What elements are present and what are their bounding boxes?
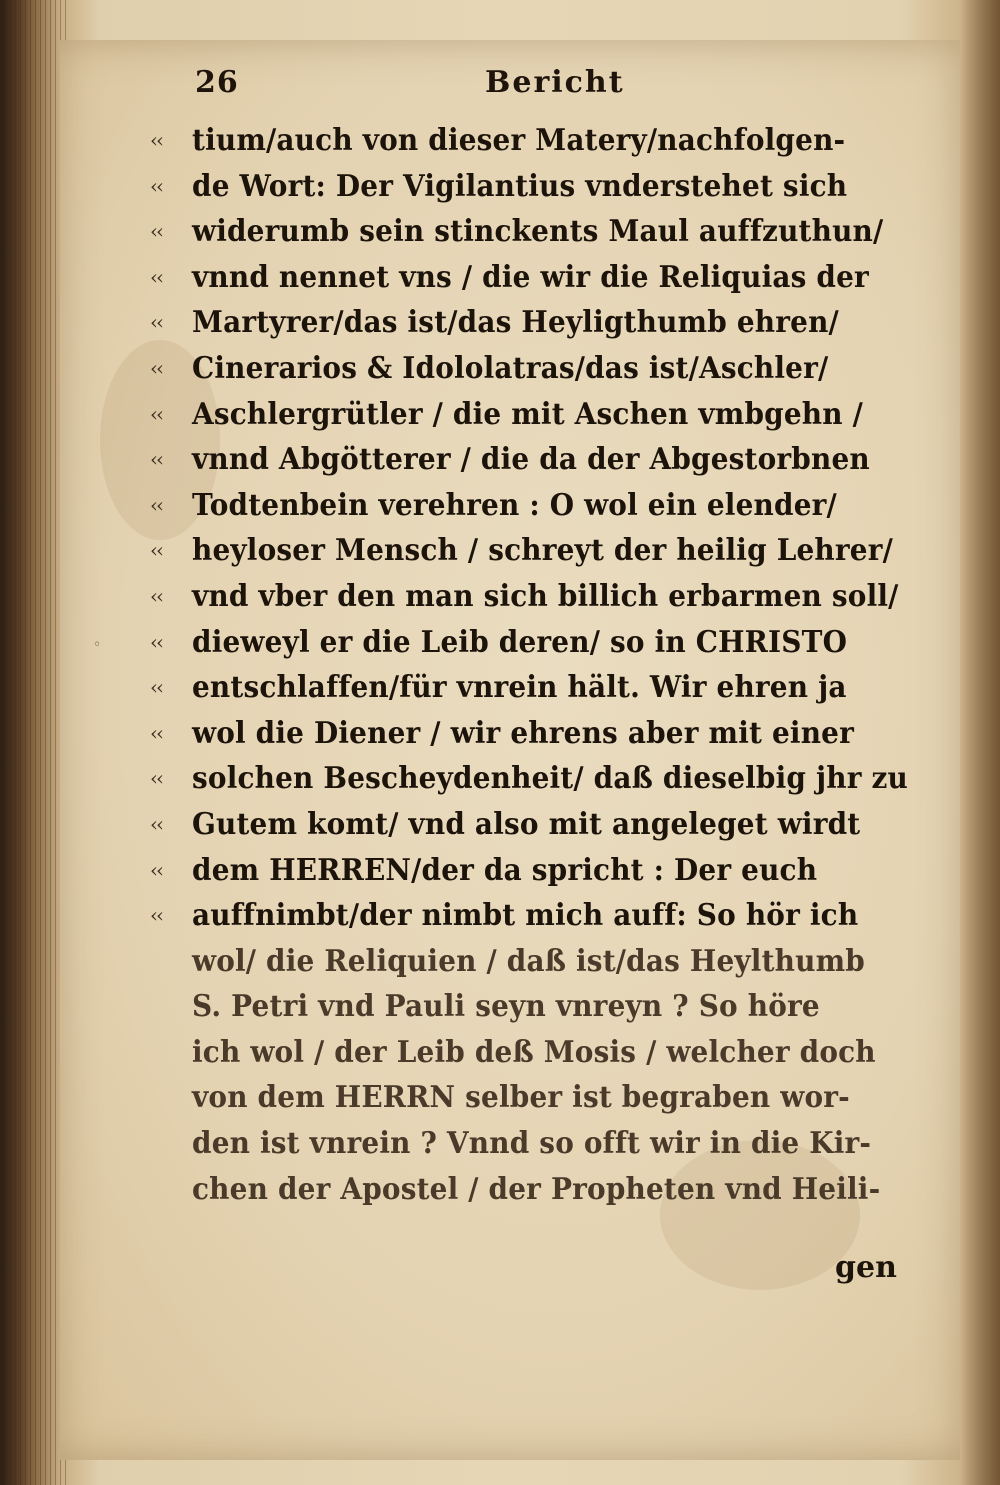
line-text: solchen Bescheydenheit/ daß dieselbig jhr zu: [192, 761, 909, 797]
catchword: gen: [835, 1250, 897, 1285]
text-line: [150, 665, 910, 711]
text-line: [150, 1030, 910, 1076]
line-text: wol die Diener / wir ehrens aber mit einer: [192, 715, 855, 751]
quote-mark: ‹‹: [150, 811, 162, 836]
text-block: [150, 118, 910, 1212]
line-text: chen der Apostel / der Propheten vnd Heili‑: [192, 1171, 881, 1207]
page-header: [195, 65, 675, 105]
quote-mark: ‹‹: [150, 857, 162, 882]
text-line: [150, 848, 910, 894]
quote-mark: ‹‹: [150, 583, 162, 608]
text-line: [150, 255, 910, 301]
line-text: vnnd Abgötterer / die da der Abgestorbnen: [192, 442, 870, 478]
quote-mark: ‹‹: [150, 675, 162, 700]
quote-mark: ‹‹: [150, 492, 162, 517]
quote-mark: ‹‹: [150, 538, 162, 563]
right-page-edge: [960, 0, 1000, 1485]
page-number: 26: [195, 65, 239, 100]
line-text: dem HERREN/der da spricht : Der euch: [192, 852, 818, 888]
line-text: ich wol / der Leib deß Mosis / welcher doch: [192, 1034, 876, 1070]
quote-mark: ‹‹: [150, 720, 162, 745]
line-text: Todtenbein verehren : O wol ein elender/: [192, 487, 837, 523]
text-line: [150, 1167, 910, 1213]
text-line: [150, 209, 910, 255]
quote-mark: ‹‹: [150, 355, 162, 380]
line-text: Cinerarios & Idololatras/das ist/Aschler/: [192, 350, 829, 386]
line-text: Gutem komt/ vnd also mit angeleget wirdt: [192, 806, 861, 842]
quote-mark: ‹‹: [150, 173, 162, 198]
line-text: auffnimbt/der nimbt mich auff: So hör ich: [192, 898, 859, 934]
text-line: [150, 893, 910, 939]
quote-mark: ‹‹: [150, 310, 162, 335]
line-text: de Wort: Der Vigilantius vnderstehet sich: [192, 168, 848, 204]
quote-mark: ‹‹: [150, 766, 162, 791]
text-line: [150, 118, 910, 164]
quote-mark: ‹‹: [150, 219, 162, 244]
line-text: S. Petri vnd Pauli seyn vnreyn ? So höre: [192, 989, 820, 1025]
text-line: [150, 756, 910, 802]
line-text: Aschlergrütler / die mit Aschen vmbgehn /: [192, 396, 863, 432]
quote-mark: ‹‹: [150, 401, 162, 426]
text-line: [150, 392, 910, 438]
text-line: [150, 1121, 910, 1167]
line-text: von dem HERRN selber ist begraben wor‑: [192, 1080, 850, 1116]
line-text: widerumb sein stinckents Maul auffzuthun/: [192, 214, 884, 250]
quote-mark: ‹‹: [150, 903, 162, 928]
quote-mark: ‹‹: [150, 447, 162, 472]
text-line: [150, 574, 910, 620]
text-line: [150, 528, 910, 574]
line-text: wol/ die Reliquien / daß ist/das Heylthumb: [192, 943, 865, 979]
line-text: tium/auch von dieser Matery/nachfolgen‑: [192, 123, 846, 158]
text-line: [150, 1075, 910, 1121]
text-line: [150, 984, 910, 1030]
text-line: [150, 620, 910, 666]
line-text: vnnd nennet vns / die wir die Reliquias der: [192, 259, 869, 295]
margin-dot: ◦: [93, 637, 102, 653]
line-text: vnd vber den man sich billich erbarmen soll/: [192, 578, 899, 614]
line-text: den ist vnrein ? Vnnd so offt wir in die Kir‑: [192, 1126, 872, 1162]
running-head: Bericht: [485, 65, 625, 100]
line-text: heyloser Mensch / schreyt der heilig Lehrer/: [192, 533, 893, 569]
text-line: [150, 346, 910, 392]
line-text: entschlaffen/für vnrein hält. Wir ehren ja: [192, 670, 847, 706]
quote-mark: ‹‹: [150, 264, 162, 289]
quote-mark: ‹‹: [150, 128, 162, 152]
quote-mark: ‹‹: [150, 629, 162, 654]
text-line: [150, 939, 910, 985]
text-line: [150, 437, 910, 483]
text-line: [150, 483, 910, 529]
text-line: [150, 802, 910, 848]
text-line: [150, 164, 910, 210]
text-line: [150, 300, 910, 346]
line-text: Martyrer/das ist/das Heyligthumb ehren/: [192, 305, 839, 341]
text-line: [150, 711, 910, 757]
line-text: dieweyl er die Leib deren/ so in CHRISTO: [192, 624, 848, 660]
